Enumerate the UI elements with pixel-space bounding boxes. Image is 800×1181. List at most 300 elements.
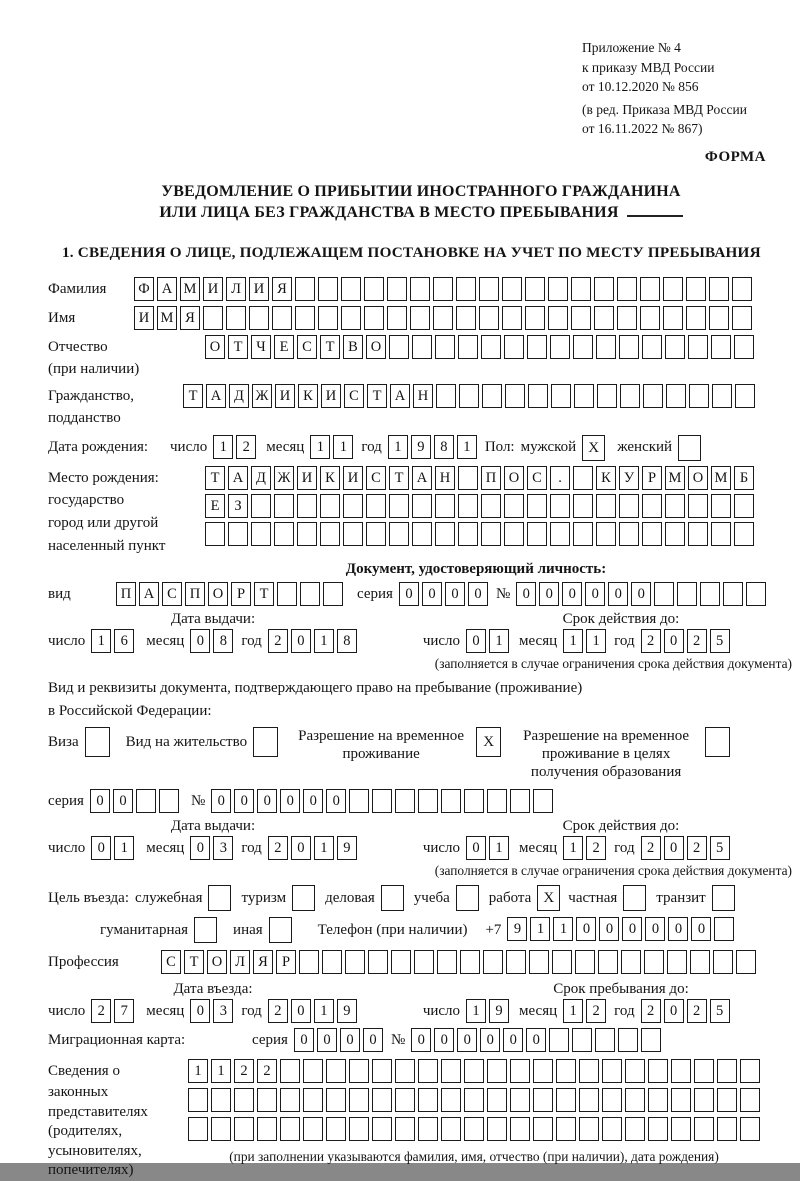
temp-permit-edu-checkbox[interactable] [705, 727, 730, 757]
char-cell[interactable]: 0 [691, 917, 711, 941]
char-cell[interactable] [694, 1117, 714, 1141]
char-cell[interactable]: Р [276, 950, 296, 974]
char-cell[interactable] [205, 522, 225, 546]
char-cell[interactable]: Р [231, 582, 251, 606]
char-cell[interactable] [550, 335, 570, 359]
char-cell[interactable]: 9 [507, 917, 527, 941]
birth-place-row3-cells[interactable] [205, 522, 754, 546]
char-cell[interactable] [735, 384, 755, 408]
char-cell[interactable]: С [297, 335, 317, 359]
char-cell[interactable]: 9 [337, 836, 357, 860]
profession-cells[interactable] [161, 950, 756, 974]
char-cell[interactable] [571, 277, 591, 301]
char-cell[interactable]: 2 [641, 629, 661, 653]
char-cell[interactable] [556, 1117, 576, 1141]
patronymic-cells[interactable] [205, 335, 754, 359]
migration-series-cells[interactable] [294, 1028, 383, 1052]
char-cell[interactable]: Р [642, 466, 662, 490]
char-cell[interactable] [460, 950, 480, 974]
char-cell[interactable] [686, 277, 706, 301]
char-cell[interactable]: 9 [337, 999, 357, 1023]
char-cell[interactable]: Т [254, 582, 274, 606]
char-cell[interactable] [234, 1117, 254, 1141]
char-cell[interactable]: И [249, 277, 269, 301]
char-cell[interactable]: 0 [91, 836, 111, 860]
char-cell[interactable] [732, 306, 752, 330]
char-cell[interactable] [257, 1117, 277, 1141]
char-cell[interactable] [459, 384, 479, 408]
char-cell[interactable]: 5 [710, 999, 730, 1023]
char-cell[interactable] [529, 950, 549, 974]
char-cell[interactable] [574, 384, 594, 408]
char-cell[interactable]: Д [229, 384, 249, 408]
char-cell[interactable] [533, 1088, 553, 1112]
char-cell[interactable] [349, 1059, 369, 1083]
char-cell[interactable] [251, 494, 271, 518]
char-cell[interactable]: И [203, 277, 223, 301]
stay-day-cells[interactable] [466, 999, 509, 1023]
char-cell[interactable]: О [688, 466, 708, 490]
char-cell[interactable] [717, 1117, 737, 1141]
char-cell[interactable]: 0 [291, 836, 311, 860]
birth-month-cells[interactable] [310, 435, 353, 459]
char-cell[interactable]: 0 [576, 917, 596, 941]
char-cell[interactable]: О [207, 950, 227, 974]
char-cell[interactable]: 0 [668, 917, 688, 941]
char-cell[interactable] [711, 335, 731, 359]
purpose-business-checkbox[interactable] [381, 885, 404, 911]
char-cell[interactable] [303, 1059, 323, 1083]
char-cell[interactable] [644, 950, 664, 974]
char-cell[interactable] [341, 306, 361, 330]
char-cell[interactable] [272, 306, 292, 330]
char-cell[interactable] [688, 335, 708, 359]
char-cell[interactable] [510, 1117, 530, 1141]
char-cell[interactable] [464, 1059, 484, 1083]
char-cell[interactable] [280, 1117, 300, 1141]
char-cell[interactable] [579, 1117, 599, 1141]
char-cell[interactable]: . [550, 466, 570, 490]
char-cell[interactable] [573, 466, 593, 490]
char-cell[interactable] [746, 582, 766, 606]
char-cell[interactable] [456, 306, 476, 330]
char-cell[interactable] [571, 306, 591, 330]
char-cell[interactable]: Т [367, 384, 387, 408]
char-cell[interactable] [300, 582, 320, 606]
char-cell[interactable] [700, 582, 720, 606]
entry-month-cells[interactable] [190, 999, 233, 1023]
char-cell[interactable] [389, 494, 409, 518]
char-cell[interactable] [671, 1117, 691, 1141]
char-cell[interactable]: С [366, 466, 386, 490]
char-cell[interactable]: 2 [234, 1059, 254, 1083]
char-cell[interactable] [602, 1117, 622, 1141]
char-cell[interactable] [666, 384, 686, 408]
char-cell[interactable] [533, 1059, 553, 1083]
char-cell[interactable] [595, 1028, 615, 1052]
char-cell[interactable]: Я [253, 950, 273, 974]
char-cell[interactable] [364, 306, 384, 330]
char-cell[interactable] [549, 1028, 569, 1052]
char-cell[interactable] [326, 1059, 346, 1083]
char-cell[interactable]: 0 [190, 629, 210, 653]
char-cell[interactable] [665, 494, 685, 518]
char-cell[interactable]: К [298, 384, 318, 408]
char-cell[interactable]: 6 [114, 629, 134, 653]
char-cell[interactable] [234, 1088, 254, 1112]
char-cell[interactable] [441, 1088, 461, 1112]
char-cell[interactable]: П [185, 582, 205, 606]
char-cell[interactable]: 1 [489, 629, 509, 653]
char-cell[interactable]: 0 [291, 999, 311, 1023]
char-cell[interactable]: 0 [434, 1028, 454, 1052]
char-cell[interactable] [418, 789, 438, 813]
char-cell[interactable] [717, 1088, 737, 1112]
char-cell[interactable]: 0 [190, 999, 210, 1023]
char-cell[interactable]: Я [180, 306, 200, 330]
char-cell[interactable] [734, 494, 754, 518]
char-cell[interactable] [364, 277, 384, 301]
char-cell[interactable]: 1 [213, 435, 233, 459]
char-cell[interactable] [343, 494, 363, 518]
char-cell[interactable] [598, 950, 618, 974]
char-cell[interactable] [441, 1117, 461, 1141]
char-cell[interactable]: К [596, 466, 616, 490]
char-cell[interactable]: 0 [411, 1028, 431, 1052]
char-cell[interactable] [621, 950, 641, 974]
char-cell[interactable]: Е [205, 494, 225, 518]
char-cell[interactable] [619, 522, 639, 546]
purpose-study-checkbox[interactable] [456, 885, 479, 911]
char-cell[interactable]: 1 [211, 1059, 231, 1083]
char-cell[interactable]: 1 [457, 435, 477, 459]
char-cell[interactable]: 0 [622, 917, 642, 941]
char-cell[interactable] [504, 494, 524, 518]
char-cell[interactable] [395, 789, 415, 813]
char-cell[interactable]: С [161, 950, 181, 974]
char-cell[interactable] [387, 277, 407, 301]
char-cell[interactable] [343, 522, 363, 546]
char-cell[interactable] [433, 306, 453, 330]
char-cell[interactable] [487, 1088, 507, 1112]
char-cell[interactable] [418, 1088, 438, 1112]
char-cell[interactable] [717, 1059, 737, 1083]
char-cell[interactable] [211, 1088, 231, 1112]
char-cell[interactable] [297, 522, 317, 546]
char-cell[interactable] [740, 1117, 760, 1141]
char-cell[interactable]: Я [272, 277, 292, 301]
char-cell[interactable]: 7 [114, 999, 134, 1023]
identity-valid-month-cells[interactable] [563, 629, 606, 653]
char-cell[interactable]: М [180, 277, 200, 301]
char-cell[interactable] [372, 789, 392, 813]
char-cell[interactable] [441, 789, 461, 813]
char-cell[interactable] [257, 1088, 277, 1112]
char-cell[interactable] [414, 950, 434, 974]
char-cell[interactable] [642, 522, 662, 546]
char-cell[interactable]: 0 [631, 582, 651, 606]
char-cell[interactable] [318, 306, 338, 330]
char-cell[interactable]: С [344, 384, 364, 408]
char-cell[interactable] [251, 522, 271, 546]
char-cell[interactable] [602, 1059, 622, 1083]
char-cell[interactable] [410, 277, 430, 301]
char-cell[interactable]: 8 [213, 629, 233, 653]
char-cell[interactable] [481, 522, 501, 546]
char-cell[interactable] [548, 306, 568, 330]
char-cell[interactable] [368, 950, 388, 974]
char-cell[interactable] [303, 1117, 323, 1141]
char-cell[interactable] [410, 306, 430, 330]
char-cell[interactable]: И [321, 384, 341, 408]
char-cell[interactable] [295, 306, 315, 330]
char-cell[interactable] [436, 384, 456, 408]
birth-day-cells[interactable] [213, 435, 256, 459]
char-cell[interactable] [625, 1059, 645, 1083]
char-cell[interactable]: П [481, 466, 501, 490]
char-cell[interactable] [502, 306, 522, 330]
char-cell[interactable] [525, 306, 545, 330]
sex-male-checkbox[interactable]: X [582, 435, 605, 461]
identity-issue-month-cells[interactable] [190, 629, 233, 653]
char-cell[interactable] [641, 1028, 661, 1052]
char-cell[interactable] [349, 1117, 369, 1141]
char-cell[interactable]: Т [389, 466, 409, 490]
char-cell[interactable] [573, 494, 593, 518]
char-cell[interactable] [274, 522, 294, 546]
char-cell[interactable] [395, 1117, 415, 1141]
char-cell[interactable] [277, 582, 297, 606]
surname-cells[interactable] [134, 277, 752, 301]
char-cell[interactable] [249, 306, 269, 330]
char-cell[interactable]: 2 [268, 836, 288, 860]
char-cell[interactable] [694, 1088, 714, 1112]
char-cell[interactable] [479, 306, 499, 330]
char-cell[interactable] [320, 494, 340, 518]
char-cell[interactable]: Т [184, 950, 204, 974]
char-cell[interactable]: А [412, 466, 432, 490]
char-cell[interactable]: 0 [190, 836, 210, 860]
char-cell[interactable] [686, 306, 706, 330]
char-cell[interactable] [619, 335, 639, 359]
char-cell[interactable]: Д [251, 466, 271, 490]
char-cell[interactable] [366, 522, 386, 546]
char-cell[interactable] [303, 1088, 323, 1112]
char-cell[interactable] [502, 277, 522, 301]
char-cell[interactable]: Н [435, 466, 455, 490]
char-cell[interactable] [372, 1088, 392, 1112]
char-cell[interactable]: М [665, 466, 685, 490]
char-cell[interactable] [510, 1059, 530, 1083]
char-cell[interactable]: 1 [91, 629, 111, 653]
char-cell[interactable] [510, 1088, 530, 1112]
char-cell[interactable]: 0 [468, 582, 488, 606]
char-cell[interactable]: Т [205, 466, 225, 490]
char-cell[interactable]: 2 [268, 629, 288, 653]
char-cell[interactable]: Л [230, 950, 250, 974]
char-cell[interactable] [441, 1059, 461, 1083]
char-cell[interactable] [573, 335, 593, 359]
char-cell[interactable] [648, 1088, 668, 1112]
char-cell[interactable] [387, 306, 407, 330]
identity-kind-cells[interactable] [116, 582, 343, 606]
char-cell[interactable]: 0 [280, 789, 300, 813]
char-cell[interactable] [736, 950, 756, 974]
char-cell[interactable] [734, 335, 754, 359]
char-cell[interactable] [617, 306, 637, 330]
char-cell[interactable]: 1 [563, 629, 583, 653]
char-cell[interactable] [464, 789, 484, 813]
char-cell[interactable]: 1 [188, 1059, 208, 1083]
char-cell[interactable]: 1 [530, 917, 550, 941]
char-cell[interactable] [618, 1028, 638, 1052]
residence-permit-checkbox[interactable] [253, 727, 278, 757]
char-cell[interactable] [464, 1088, 484, 1112]
char-cell[interactable] [280, 1088, 300, 1112]
char-cell[interactable] [389, 522, 409, 546]
char-cell[interactable]: 9 [489, 999, 509, 1023]
char-cell[interactable] [665, 335, 685, 359]
char-cell[interactable]: 0 [503, 1028, 523, 1052]
char-cell[interactable] [188, 1117, 208, 1141]
char-cell[interactable] [711, 522, 731, 546]
char-cell[interactable]: О [208, 582, 228, 606]
char-cell[interactable]: А [206, 384, 226, 408]
char-cell[interactable] [299, 950, 319, 974]
phone-cells[interactable] [507, 917, 734, 941]
char-cell[interactable] [226, 306, 246, 330]
char-cell[interactable]: 5 [710, 629, 730, 653]
char-cell[interactable] [527, 335, 547, 359]
char-cell[interactable] [211, 1117, 231, 1141]
char-cell[interactable]: Ф [134, 277, 154, 301]
char-cell[interactable] [482, 384, 502, 408]
char-cell[interactable]: 0 [562, 582, 582, 606]
char-cell[interactable] [458, 466, 478, 490]
representatives-row3-cells[interactable] [188, 1117, 760, 1141]
identity-valid-day-cells[interactable] [466, 629, 509, 653]
char-cell[interactable] [556, 1059, 576, 1083]
char-cell[interactable] [533, 1117, 553, 1141]
char-cell[interactable]: А [390, 384, 410, 408]
char-cell[interactable] [671, 1059, 691, 1083]
char-cell[interactable]: 0 [664, 999, 684, 1023]
char-cell[interactable] [596, 494, 616, 518]
char-cell[interactable]: 0 [303, 789, 323, 813]
char-cell[interactable] [734, 522, 754, 546]
char-cell[interactable]: 1 [314, 629, 334, 653]
char-cell[interactable]: 2 [236, 435, 256, 459]
char-cell[interactable]: 0 [466, 836, 486, 860]
char-cell[interactable]: 1 [489, 836, 509, 860]
residence-series-cells[interactable] [90, 789, 179, 813]
char-cell[interactable] [597, 384, 617, 408]
char-cell[interactable] [136, 789, 156, 813]
char-cell[interactable] [689, 384, 709, 408]
char-cell[interactable]: 1 [553, 917, 573, 941]
char-cell[interactable] [551, 384, 571, 408]
char-cell[interactable] [389, 335, 409, 359]
char-cell[interactable]: 0 [664, 629, 684, 653]
char-cell[interactable] [596, 335, 616, 359]
char-cell[interactable] [723, 582, 743, 606]
char-cell[interactable]: Л [226, 277, 246, 301]
char-cell[interactable] [326, 1088, 346, 1112]
residence-issue-day-cells[interactable] [91, 836, 134, 860]
char-cell[interactable]: 0 [585, 582, 605, 606]
char-cell[interactable] [341, 277, 361, 301]
char-cell[interactable] [435, 335, 455, 359]
entry-year-cells[interactable] [268, 999, 357, 1023]
char-cell[interactable]: 0 [317, 1028, 337, 1052]
residence-valid-day-cells[interactable] [466, 836, 509, 860]
char-cell[interactable]: И [134, 306, 154, 330]
char-cell[interactable] [159, 789, 179, 813]
purpose-transit-checkbox[interactable] [712, 885, 735, 911]
char-cell[interactable] [349, 1088, 369, 1112]
char-cell[interactable] [690, 950, 710, 974]
char-cell[interactable] [483, 950, 503, 974]
char-cell[interactable]: 2 [91, 999, 111, 1023]
char-cell[interactable]: 1 [388, 435, 408, 459]
char-cell[interactable]: 0 [539, 582, 559, 606]
identity-issue-year-cells[interactable] [268, 629, 357, 653]
char-cell[interactable]: 0 [326, 789, 346, 813]
char-cell[interactable] [573, 522, 593, 546]
char-cell[interactable]: О [205, 335, 225, 359]
char-cell[interactable] [533, 789, 553, 813]
char-cell[interactable] [709, 277, 729, 301]
char-cell[interactable] [433, 277, 453, 301]
char-cell[interactable] [510, 789, 530, 813]
char-cell[interactable]: М [711, 466, 731, 490]
char-cell[interactable] [412, 494, 432, 518]
char-cell[interactable]: 8 [434, 435, 454, 459]
char-cell[interactable]: З [228, 494, 248, 518]
char-cell[interactable]: 1 [466, 999, 486, 1023]
char-cell[interactable]: М [157, 306, 177, 330]
char-cell[interactable] [458, 522, 478, 546]
char-cell[interactable]: Ч [251, 335, 271, 359]
char-cell[interactable] [372, 1059, 392, 1083]
char-cell[interactable] [479, 277, 499, 301]
char-cell[interactable]: В [343, 335, 363, 359]
char-cell[interactable]: 1 [310, 435, 330, 459]
representatives-row2-cells[interactable] [188, 1088, 760, 1112]
char-cell[interactable] [556, 1088, 576, 1112]
char-cell[interactable]: 1 [563, 999, 583, 1023]
char-cell[interactable] [642, 494, 662, 518]
char-cell[interactable] [740, 1088, 760, 1112]
char-cell[interactable]: 0 [599, 917, 619, 941]
char-cell[interactable] [620, 384, 640, 408]
char-cell[interactable]: 2 [268, 999, 288, 1023]
residence-valid-year-cells[interactable] [641, 836, 730, 860]
char-cell[interactable] [228, 522, 248, 546]
char-cell[interactable]: 0 [363, 1028, 383, 1052]
char-cell[interactable] [349, 789, 369, 813]
char-cell[interactable]: 0 [457, 1028, 477, 1052]
char-cell[interactable]: 1 [563, 836, 583, 860]
char-cell[interactable] [372, 1117, 392, 1141]
residence-issue-year-cells[interactable] [268, 836, 357, 860]
name-cells[interactable] [134, 306, 752, 330]
char-cell[interactable]: Ж [252, 384, 272, 408]
char-cell[interactable]: 0 [234, 789, 254, 813]
identity-number-cells[interactable] [516, 582, 766, 606]
char-cell[interactable] [579, 1059, 599, 1083]
char-cell[interactable]: Е [274, 335, 294, 359]
